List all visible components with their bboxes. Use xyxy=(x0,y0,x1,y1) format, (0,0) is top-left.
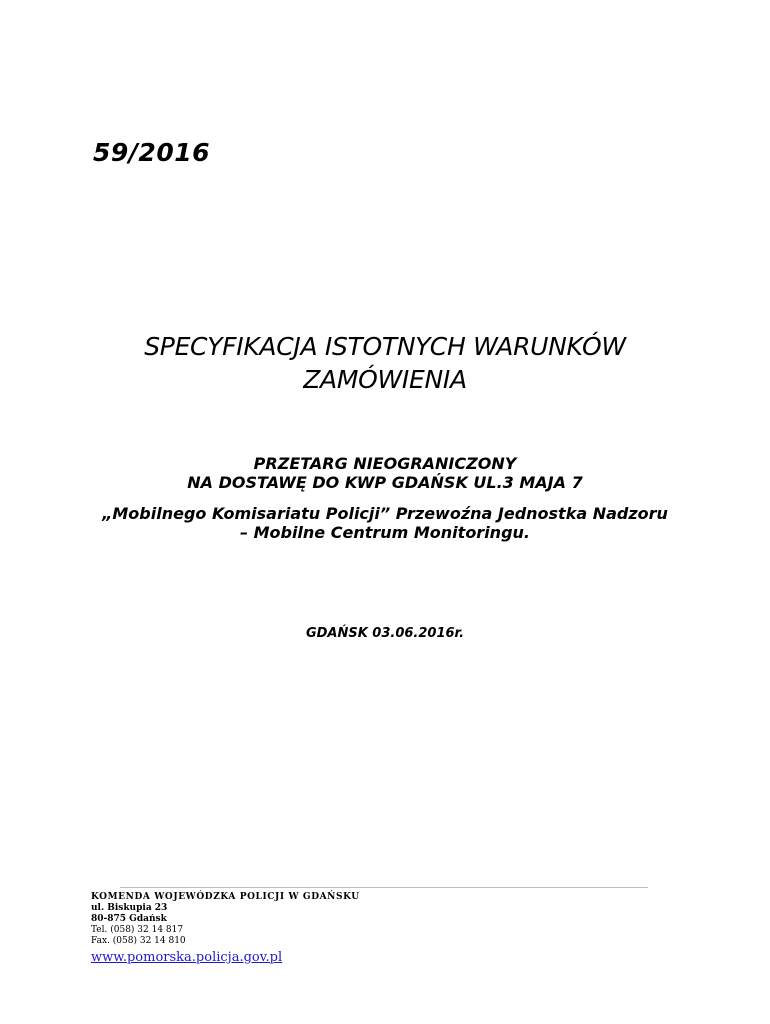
subject-line-2: – Mobilne Centrum Monitoringu. xyxy=(240,523,530,542)
footer-street: ul. Biskupia 23 xyxy=(91,903,168,913)
procedure-line-1: PRZETARG NIEOGRANICZONY xyxy=(253,454,517,473)
footer-fax: Fax. (058) 32 14 810 xyxy=(91,936,186,946)
footer-website-link[interactable]: www.pomorska.policja.gov.pl xyxy=(91,950,283,965)
footer-institution: KOMENDA WOJEWÓDZKA POLICJI W GDAŃSKU xyxy=(91,892,360,902)
footer xyxy=(91,892,360,966)
procedure-heading xyxy=(0,454,770,492)
title-line-1: SPECYFIKACJA ISTOTNYCH WARUNKÓW xyxy=(144,332,626,361)
procedure-line-2: NA DOSTAWĘ DO KWP GDAŃSK UL.3 MAJA 7 xyxy=(187,473,583,492)
footer-postal: 80-875 Gdańsk xyxy=(91,914,167,924)
document-number: 59/2016 xyxy=(93,138,211,167)
document-title xyxy=(0,330,770,396)
title-line-2: ZAMÓWIENIA xyxy=(303,365,467,394)
footer-divider xyxy=(120,887,648,888)
subject-line-1: „Mobilnego Komisariatu Policji” Przewoźna Jednostka Nadzoru xyxy=(102,504,668,523)
place-and-date: GDAŃSK 03.06.2016r. xyxy=(305,626,465,641)
footer-tel: Tel. (058) 32 14 817 xyxy=(91,925,184,935)
order-subject xyxy=(0,504,770,542)
